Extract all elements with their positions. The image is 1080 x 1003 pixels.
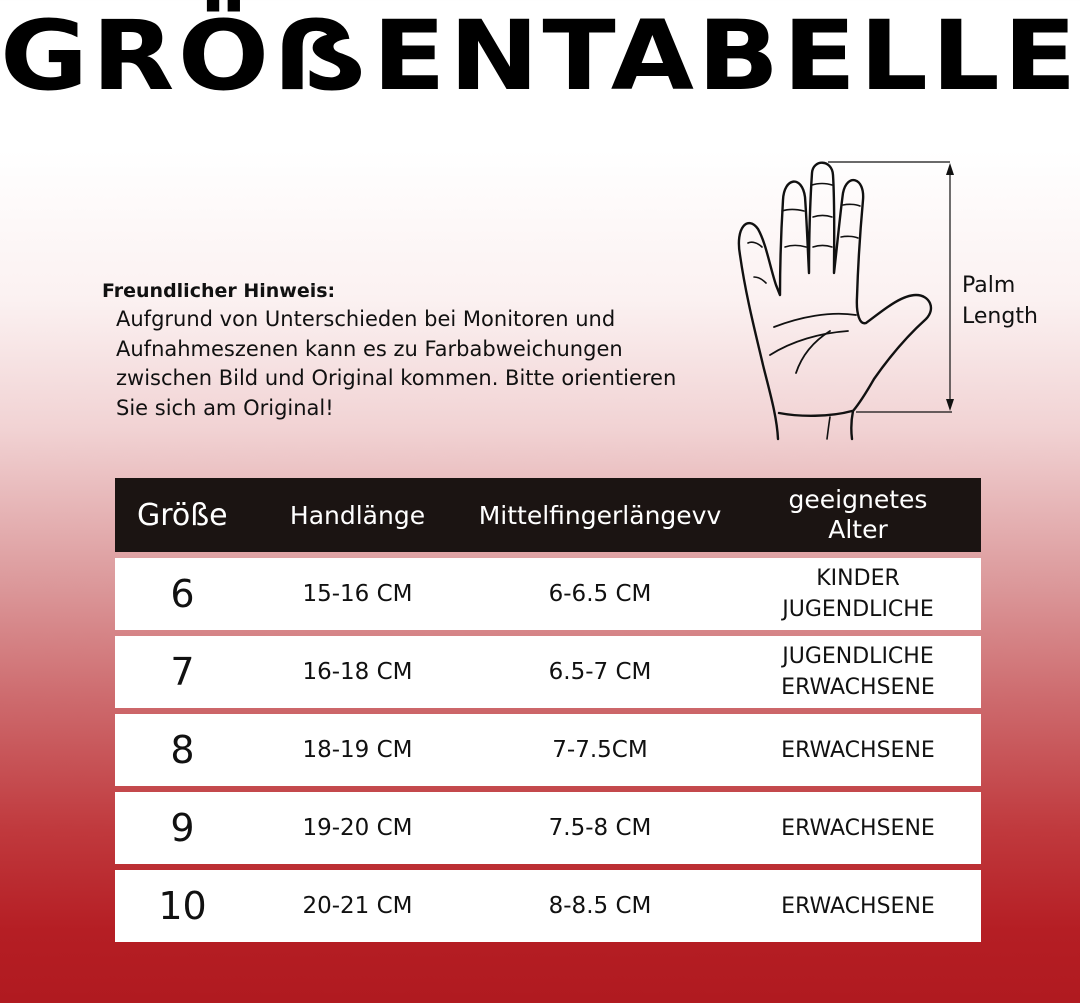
cell-middle-finger: 7.5-8 CM (548, 815, 652, 841)
header-age (735, 485, 981, 545)
page-title: GRÖẞENTABELLE (0, 0, 1080, 112)
cell-age (735, 891, 981, 922)
cell-middle-finger: 7-7.5CM (552, 737, 648, 763)
arrow-up-icon (946, 163, 954, 175)
cell-hand-length: 20-21 CM (302, 893, 413, 919)
header-size: Größe (137, 497, 228, 533)
arrow-down-icon (946, 399, 954, 411)
cell-middle-finger: 6-6.5 CM (548, 581, 652, 607)
cell-middle-finger: 6.5-7 CM (548, 659, 652, 685)
table-row (115, 714, 981, 786)
cell-age-line: KINDER (816, 566, 900, 591)
cell-hand-length: 15-16 CM (302, 581, 413, 607)
cell-age (735, 735, 981, 766)
cell-hand-length: 18-19 CM (302, 737, 413, 763)
header-age-line: geeignetes (788, 485, 928, 514)
notice-line: Aufgrund von Unterschieden bei Monitoren und (116, 307, 616, 331)
cell-age-line: JUGENDLICHE (782, 597, 934, 622)
notice-line: Sie sich am Original! (116, 395, 334, 420)
cell-middle-finger: 8-8.5 CM (548, 893, 652, 919)
header-hand-length: Handlänge (289, 500, 426, 530)
header-middle-finger: Mittelfingerlängevv (478, 500, 722, 530)
cell-hand-length: 16-18 CM (302, 659, 413, 685)
notice-body (116, 305, 742, 423)
notice-heading: Freundlicher Hinweis: (102, 280, 336, 302)
table-row (115, 636, 981, 708)
cell-age (735, 563, 981, 625)
cell-size: 6 (170, 572, 195, 616)
cell-hand-length: 19-20 CM (302, 815, 413, 841)
cell-age-line: JUGENDLICHE (782, 644, 934, 669)
notice-line: Aufnahmeszenen kann es zu Farbabweichungen (116, 336, 623, 361)
header-age-line: Alter (828, 515, 888, 544)
cell-age-line: ERWACHSENE (781, 815, 935, 841)
notice-box (102, 277, 742, 423)
cell-age (735, 813, 981, 844)
table-row (115, 792, 981, 864)
palm-label-line: Length (962, 304, 1038, 329)
notice-line: zwischen Bild und Original kommen. Bitte orientieren (116, 366, 677, 390)
table-header (115, 478, 981, 552)
cell-size: 9 (170, 806, 195, 850)
cell-age (735, 641, 981, 703)
palm-label-line: Palm (962, 273, 1016, 298)
hand-outline (739, 163, 931, 439)
cell-size: 10 (158, 884, 207, 928)
table-row (115, 870, 981, 942)
cell-age-line: ERWACHSENE (781, 737, 935, 763)
cell-size: 8 (170, 728, 195, 772)
palm-length-label (962, 270, 1038, 332)
cell-age-line: ERWACHSENE (781, 893, 935, 919)
table-row (115, 558, 981, 630)
size-table (115, 478, 981, 948)
cell-age-line: ERWACHSENE (781, 675, 935, 700)
cell-size: 7 (170, 650, 195, 694)
